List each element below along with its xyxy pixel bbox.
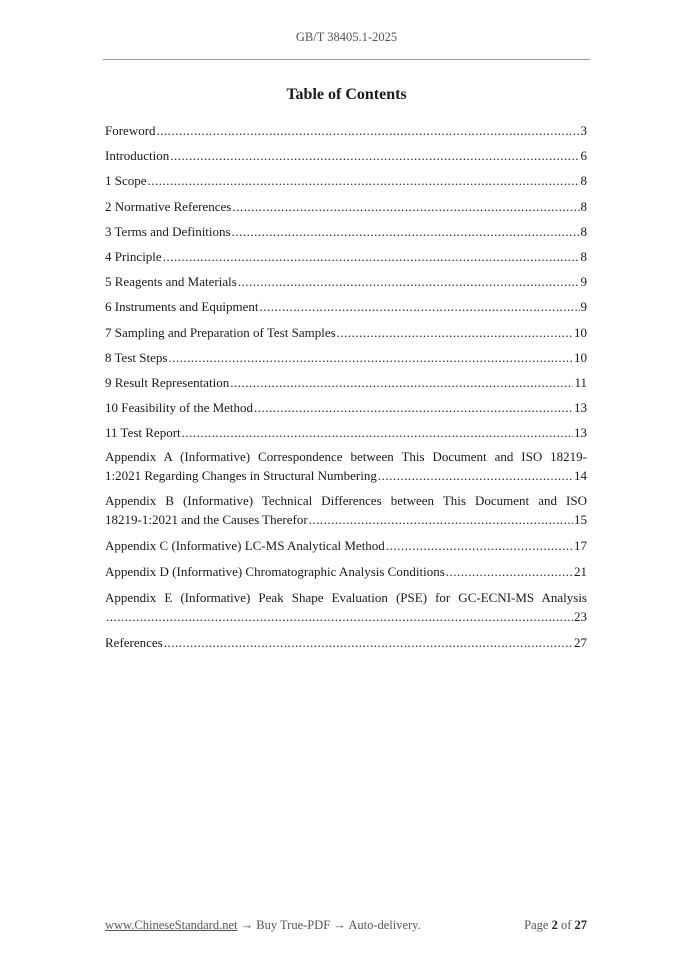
dot-leader	[238, 273, 580, 291]
toc-entry-label: 10 Feasibility of the Method	[105, 400, 254, 416]
toc-entry-label-line1: Appendix B (Informative) Technical Differences between This Document and ISO	[105, 493, 587, 509]
toc-entry-page: 11	[574, 374, 587, 390]
toc-entry-label: Appendix D (Informative) Chromatographic Analysis Conditions	[105, 563, 445, 579]
toc-entry-label-line2: 1:2021 Regarding Changes in Structural Numbering	[105, 468, 377, 484]
toc-entry-label: 6 Instruments and Equipment	[105, 299, 259, 315]
footer-promo	[105, 918, 421, 933]
dot-leader	[182, 424, 573, 442]
dot-leader	[157, 122, 580, 140]
arrow-right-icon: →	[333, 918, 346, 932]
running-header	[103, 30, 590, 60]
dot-leader	[163, 248, 580, 266]
toc-entry-appendix-c[interactable]	[105, 535, 587, 560]
toc-entry-label: 9 Result Representation	[105, 374, 230, 390]
dot-leader	[446, 563, 573, 581]
dot-leader	[232, 198, 579, 216]
toc-entry[interactable]	[105, 120, 587, 145]
dot-leader	[309, 510, 573, 529]
arrow-right-icon: →	[240, 918, 254, 932]
toc-entry-appendix-b[interactable]	[105, 491, 587, 529]
dot-leader	[164, 634, 573, 652]
toc-entry-page: 8	[580, 223, 587, 239]
toc-entry-page: 13	[574, 425, 587, 441]
toc-entry[interactable]	[105, 422, 587, 447]
toc-entry-page: 3	[580, 123, 587, 138]
toc-entry-page: 8	[580, 248, 587, 264]
footer-website-link[interactable]: www.ChineseStandard.net	[105, 918, 238, 932]
toc-entry-page: 17	[574, 538, 587, 554]
toc-entry-page: 9	[580, 299, 587, 315]
document-id: GB/T 38405.1-2025	[295, 30, 398, 44]
dot-leader	[386, 537, 573, 555]
dot-leader	[106, 607, 573, 626]
toc-entry-appendix-d[interactable]	[105, 561, 587, 586]
toc-entry-label: 3 Terms and Definitions	[105, 223, 231, 239]
total-pages: 27	[574, 918, 587, 932]
dot-leader	[337, 324, 573, 342]
toc-entry-page: 21	[574, 563, 587, 579]
toc-entry-page: 23	[574, 608, 587, 624]
toc-entry[interactable]	[105, 145, 587, 170]
toc-entry-page: 13	[574, 400, 587, 416]
page-number: Page 2 of 27	[524, 918, 587, 932]
toc-entry-page: 14	[574, 468, 587, 484]
toc-entry-page: 6	[580, 148, 587, 164]
toc-entry-label: Foreword	[105, 123, 156, 138]
toc-entry-label: 7 Sampling and Preparation of Test Samples	[105, 324, 336, 340]
toc-entry-label: 5 Reagents and Materials	[105, 274, 237, 290]
toc-entry-label-line2: 18219-1:2021 and the Causes Therefor	[105, 512, 308, 528]
toc-entry-page: 10	[574, 324, 587, 340]
toc-entry-page: 10	[574, 349, 587, 365]
toc-entry[interactable]	[105, 196, 587, 221]
toc-entry-page: 8	[580, 173, 587, 189]
dot-leader	[168, 349, 573, 367]
dot-leader	[170, 147, 579, 165]
current-page: 2	[551, 918, 558, 932]
toc-entry-label: Introduction	[105, 148, 170, 164]
toc-entry[interactable]	[105, 296, 587, 321]
footer-delivery-text: Auto-delivery.	[348, 918, 421, 932]
toc-entry-label-line1: Appendix E (Informative) Peak Shape Evaluation (PSE) for GC-ECNI-MS Analysis	[105, 589, 587, 605]
dot-leader	[378, 466, 573, 485]
toc-entry-label: 11 Test Report	[105, 425, 181, 441]
page-footer	[105, 918, 587, 933]
toc-entry-label: References	[105, 634, 163, 650]
toc-entry-page: 27	[574, 634, 587, 650]
toc-entry[interactable]	[105, 271, 587, 296]
footer-buy-text: Buy True-PDF	[256, 918, 331, 932]
toc-entry-label: 8 Test Steps	[105, 349, 168, 365]
toc-entry-page: 8	[580, 198, 587, 214]
dot-leader	[148, 172, 580, 190]
toc-entry-label: Appendix C (Informative) LC-MS Analytical Method	[105, 538, 385, 554]
dot-leader	[254, 399, 573, 417]
toc-entry-label: 2 Normative References	[105, 198, 232, 214]
dot-leader	[230, 374, 573, 392]
toc-entry-references[interactable]	[105, 632, 587, 657]
toc-entry[interactable]	[105, 221, 587, 246]
toc-entry[interactable]	[105, 322, 587, 347]
toc-entry[interactable]	[105, 372, 587, 397]
toc-entry[interactable]	[105, 246, 587, 271]
toc-title: Table of Contents	[286, 86, 407, 103]
toc-entry-label: 4 Principle	[105, 248, 162, 264]
toc-entry-label: 1 Scope	[105, 173, 147, 189]
toc-entry[interactable]	[105, 397, 587, 422]
toc-entry[interactable]	[105, 347, 587, 372]
dot-leader	[232, 223, 580, 241]
toc-entry-page: 9	[580, 274, 587, 290]
toc-entry-appendix-e[interactable]	[105, 588, 587, 626]
dot-leader	[259, 298, 579, 316]
toc-entry-label-line1: Appendix A (Informative) Correspondence between This Document and ISO 18219-	[105, 449, 587, 465]
toc-entry-page: 15	[574, 512, 587, 528]
toc-entry-appendix-a[interactable]	[105, 447, 587, 485]
toc-entry[interactable]	[105, 170, 587, 195]
table-of-contents	[105, 120, 587, 657]
